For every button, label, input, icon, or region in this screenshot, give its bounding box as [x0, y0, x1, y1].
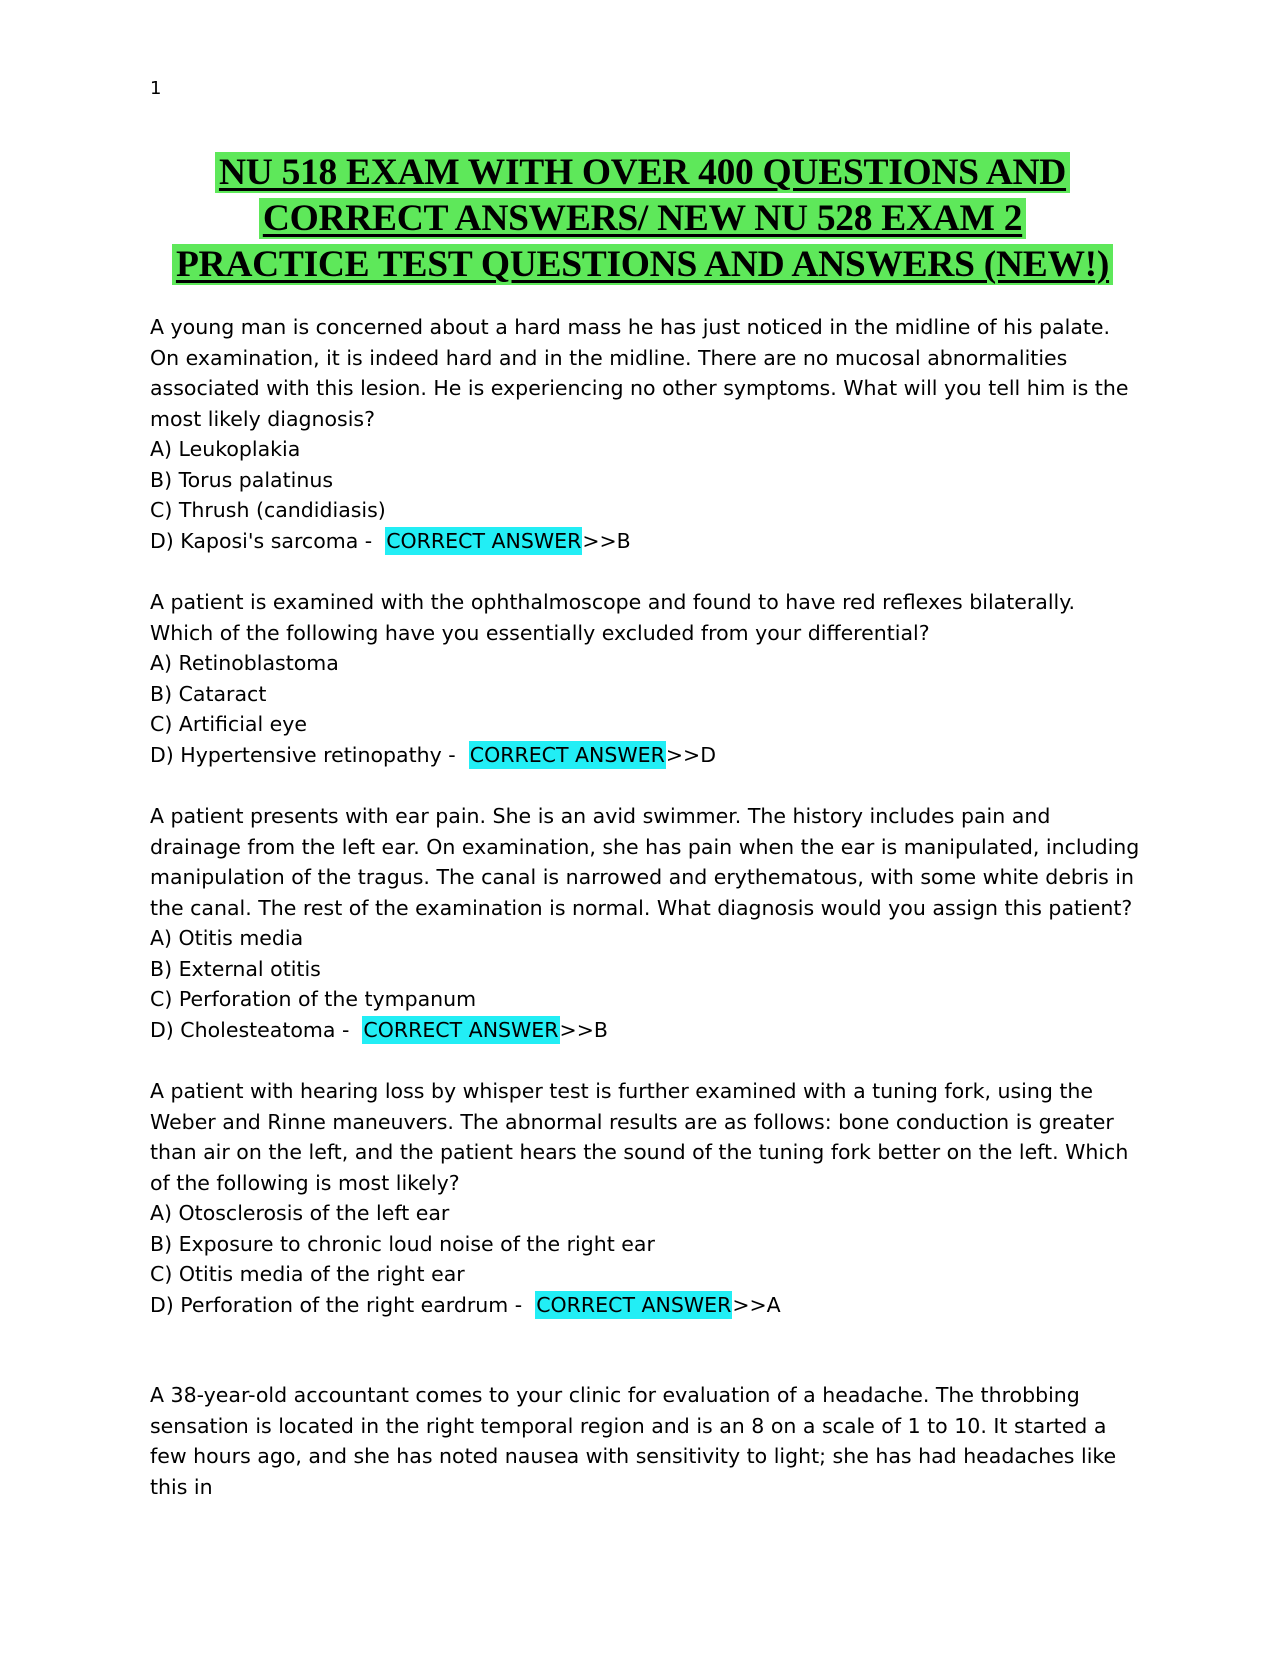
question-stem: A 38-year-old accountant comes to your clinic for evaluation of a headache. The throbbing sensation is located in the right temporal region and is an 8 on a scale of 1 to 10. It started a few hours ago, and she has noted nausea with sensitivity to light; she has had headaches like this in — [150, 1383, 1117, 1499]
answer-option: B) Torus palatinus — [150, 467, 334, 492]
page-number: 1 — [150, 78, 162, 99]
answer-option-with-key — [150, 1290, 1140, 1321]
correct-answer-label: CORRECT ANSWER — [469, 742, 665, 767]
document-title — [150, 150, 1135, 288]
answer-option: C) Perforation of the tympanum — [150, 987, 477, 1011]
answer-option: B) External otitis — [150, 956, 321, 981]
correct-answer-value: >>A — [732, 1292, 781, 1317]
question-block — [150, 1380, 1140, 1502]
question-block — [150, 312, 1140, 556]
correct-answer-value: >>D — [665, 742, 716, 767]
answer-option: D) Perforation of the right eardrum - — [150, 1292, 523, 1317]
answer-option: A) Otosclerosis of the left ear — [150, 1201, 450, 1225]
answer-option: C) Artificial eye — [150, 712, 308, 736]
answer-option: A) Retinoblastoma — [150, 651, 339, 675]
answer-option: D) Kaposi's sarcoma - — [150, 528, 373, 553]
answer-option: B) Exposure to chronic loud noise of the right ear — [150, 1231, 655, 1256]
answer-option-with-key — [150, 1015, 1140, 1046]
question-stem: A patient with hearing loss by whisper test is further examined with a tuning fork, using the Weber and Rinne maneuvers. The abnormal results are as follows: bone conduction is greater than air on the left, and the patient hears the sound of the tuning fork better on the left. Which of the following is most likely? — [150, 1079, 1129, 1195]
answer-option: A) Otitis media — [150, 926, 304, 950]
correct-answer-label: CORRECT ANSWER — [386, 528, 582, 553]
answer-option: C) Thrush (candidiasis) — [150, 498, 386, 522]
question-block — [150, 801, 1140, 1045]
answer-option: D) Cholesteatoma - — [150, 1017, 350, 1042]
answer-option: A) Leukoplakia — [150, 437, 301, 461]
correct-answer-label: CORRECT ANSWER — [363, 1017, 559, 1042]
correct-answer-value: >>B — [582, 528, 631, 553]
correct-answer-label: CORRECT ANSWER — [536, 1292, 732, 1317]
title-line: CORRECT ANSWERS/ NEW NU 528 EXAM 2 — [259, 198, 1026, 239]
answer-option-with-key — [150, 740, 1140, 771]
answer-option-with-key — [150, 526, 1140, 557]
question-block — [150, 587, 1140, 770]
title-line: PRACTICE TEST QUESTIONS AND ANSWERS (NEW!) — [172, 244, 1113, 285]
question-stem: A patient presents with ear pain. She is an avid swimmer. The history includes pain and drainage from the left ear. On examination, she has pain when the ear is manipulated, including manipulation of the tragus. The canal is narrowed and erythematous, with some white debris in the canal. The rest of the examination is normal. What diagnosis would you assign this patient? — [150, 804, 1140, 920]
question-stem: A patient is examined with the ophthalmoscope and found to have red reflexes bilaterally. Which of the following have you essentially excluded from your differential? — [150, 590, 1075, 645]
question-list — [150, 312, 1140, 1533]
answer-option: B) Cataract — [150, 681, 267, 706]
question-block — [150, 1076, 1140, 1320]
title-line: NU 518 EXAM WITH OVER 400 QUESTIONS AND — [215, 152, 1070, 193]
question-stem: A young man is concerned about a hard mass he has just noticed in the midline of his palate. On examination, it is indeed hard and in the midline. There are no mucosal abnormalities associated with this lesion. He is experiencing no other symptoms. What will you tell him is the most likely diagnosis? — [150, 315, 1129, 431]
correct-answer-value: >>B — [559, 1017, 608, 1042]
answer-option: C) Otitis media of the right ear — [150, 1262, 465, 1286]
answer-option: D) Hypertensive retinopathy - — [150, 742, 456, 767]
